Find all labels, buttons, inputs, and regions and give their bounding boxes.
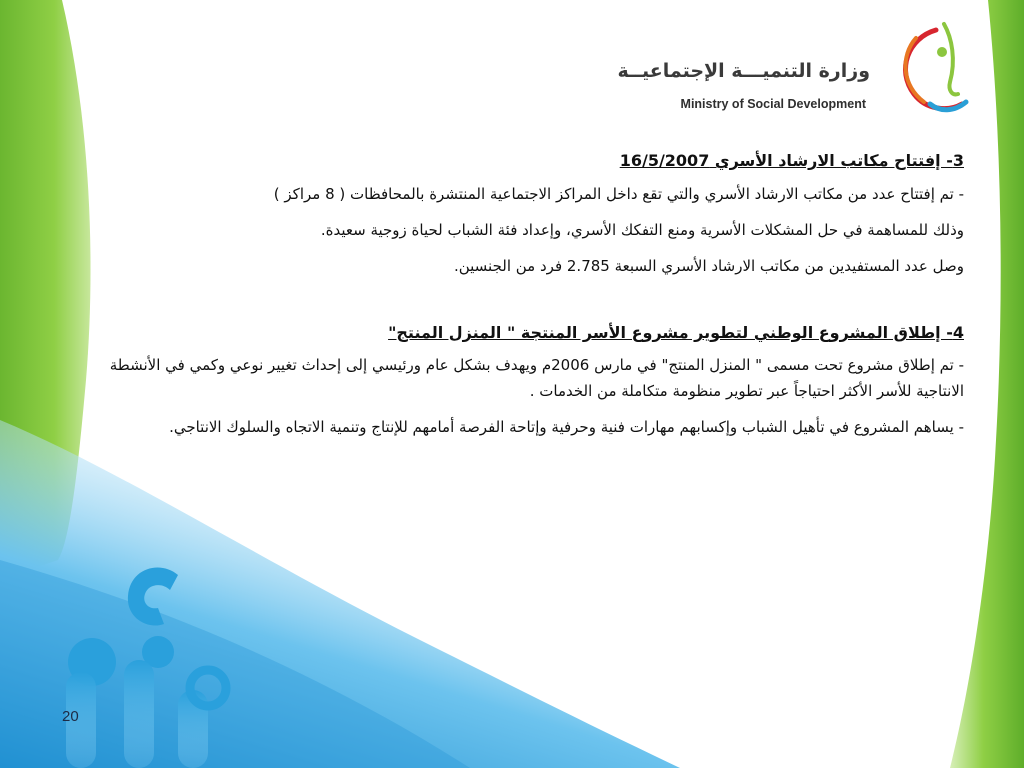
logo-english-name: Ministry of Social Development [680,97,866,111]
section-3-line-2: وذلك للمساهمة في حل المشكلات الأسرية ومنع التفكك الأسري، وإعداد فئة الشباب لحياة زوجية سعيدة. [320,221,964,239]
section-4-heading: 4- إطلاق المشروع الوطني لتطوير مشروع الأسر المنتجة " المنزل المنتج" [388,323,964,342]
page-number: 20 [62,708,79,725]
section-4-paragraph-2: - يساهم المشروع في تأهيل الشباب وإكسابهم مهارات فنية وحرفية وإتاحة الفرصة أمامهم للإنتاج وتنمية الاتجاه والسلوك الانتاجي. [169,418,964,436]
section-3-heading: 3- إفتتاح مكاتب الارشاد الأسري 16/5/2007 [619,151,964,170]
section-4-paragraph-1: - تم إطلاق مشروع تحت مسمى " المنزل المنتج" في مارس 2006م ويهدف بشكل عام ورئيسي إلى إحداث تغيير نوعي وكمي في الأنشطة الانتاجية للأسر الأكثر احتياجاً عبر تطوير منظومة متكاملة من الخدمات . [109,356,964,400]
slide-content [76,146,964,440]
section-3-line-1: - تم إفتتاح عدد من مكاتب الارشاد الأسري والتي تقع داخل المراكز الاجتماعية المنتشرة بالمحافظات ( 8 مراكز ) [273,185,964,203]
section-3-line-3: وصل عدد المستفيدين من مكاتب الارشاد الأسري السبعة 2.785 فرد من الجنسين. [453,257,964,275]
ministry-logo [617,8,976,120]
logo-arabic-name: وزارة التنميـــة الإجتماعيــة [617,60,870,82]
